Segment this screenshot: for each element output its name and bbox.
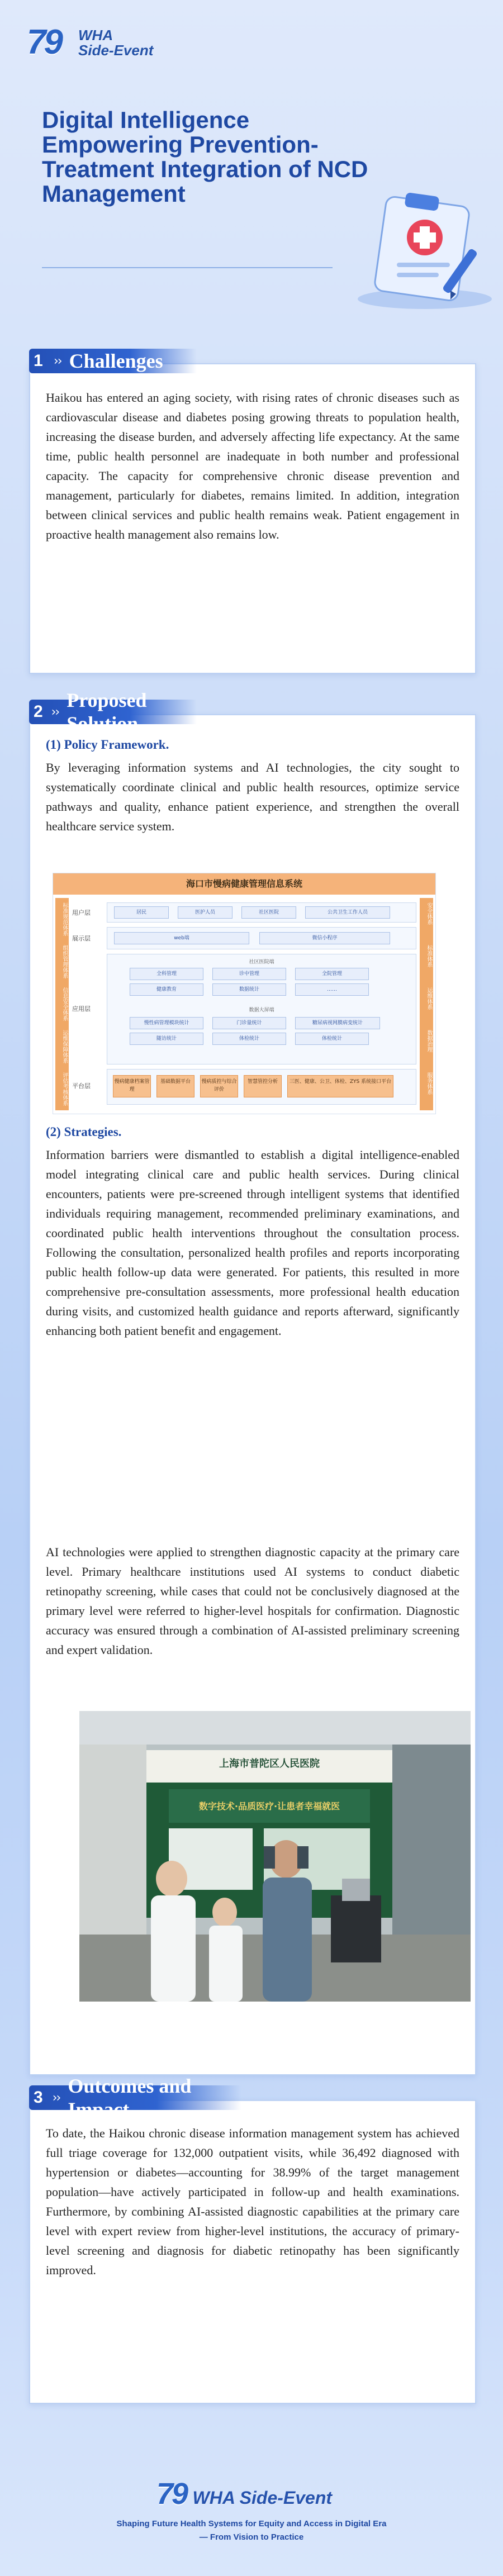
policy-heading: (1) Policy Framework. — [46, 738, 169, 752]
section-number: 2 — [34, 702, 43, 721]
strategies-heading: (2) Strategies. — [46, 1125, 122, 1139]
challenges-panel — [29, 350, 476, 674]
rail-label: 标准体系 — [426, 945, 432, 967]
photo-banner-title: 上海市普陀区人民医院 — [219, 1758, 320, 1770]
wha-logo — [27, 22, 154, 62]
layer-chip: 数据统计 — [212, 983, 286, 996]
layer-chip: 慢性病管理模块统计 — [130, 1017, 203, 1029]
section-heading: Challenges — [69, 350, 163, 372]
rail-label: 服务体系 — [426, 1072, 432, 1095]
logo-line-1: WHA — [78, 27, 113, 44]
application-layer — [107, 954, 416, 1064]
page-title: Digital Intelligence Empowering Prevention-Treatment Integration of NCD Management — [42, 107, 368, 207]
section-number: 3 — [34, 2088, 43, 2107]
footer-logo — [156, 2477, 332, 2511]
layer-chip: 全科管理 — [130, 968, 203, 980]
rail-label: 数据治理 — [426, 1030, 432, 1052]
diagram-left-rail — [55, 898, 69, 1110]
layer-chip: 体检统计 — [212, 1033, 286, 1045]
group-title: 社区医院端 — [249, 959, 274, 965]
rail-label: 标准规范体系 — [61, 902, 68, 936]
layer-chip: 居民 — [114, 906, 169, 919]
challenges-text: Haikou has entered an aging society, with rising rates of chronic diseases such as cardiovascular disease and diabetes posing growing threats to population health, increasing the disease burden, and adversely affecting life expectancy. At the same time, public health personnel are inadequate in both number and professional capacity. The capacity for comprehensive chronic disease prevention and management, particularly for diabetes, remains limited. In addition, integration between clinical services and public health remains weak. Patient engagement in proactive health management also remains low. — [46, 391, 459, 541]
layer-chip: 全院管理 — [295, 968, 369, 980]
section-heading: Outcomes and Impact — [68, 2075, 192, 2121]
layer-chip: 医护人员 — [178, 906, 232, 919]
policy-text: By leveraging information systems and AI technologies, the city sought to systematically coordinate clinical and public health resources, optimize service pathways and quality, enhance patient experience, and strengthen the overall healthcare service system. — [46, 761, 459, 833]
rail-label: 评估考核体系 — [61, 1072, 68, 1106]
outcomes-panel — [29, 2075, 476, 2404]
section-number: 1 — [34, 351, 43, 370]
event-photo — [79, 1711, 471, 2002]
system-architecture-diagram — [53, 873, 436, 1114]
footer-logo-number: 79 — [156, 2477, 187, 2511]
strategies-text: Information barriers were dismantled to establish a digital intelligence-enabled model integrating clinical care and public health services. During clinical encounters, patients were pre-screened through intelligent systems that identified individuals requiring management, recommended preliminary examinations, and coordinated public health interventions throughout the consultation process. Following the consultation, personalized health profiles and reports incorporating public health follow-up data were generated. For patients, this resulted in more comprehensive pre-consultation assessments, more professional health education during visits, and customized health guidance and reports afterward, significantly enhancing both patient benefit and engagement. — [46, 1148, 459, 1338]
layer-chip: 微信小程序 — [259, 932, 390, 944]
layer-chip: 诊中管理 — [212, 968, 286, 980]
title-divider — [42, 267, 333, 268]
footer-tagline-sub: — From Vision to Practice — [199, 2532, 304, 2542]
layer-chip: …… — [295, 983, 369, 996]
photo-banner-slogan: 数字技术·品质医疗·让患者幸福就医 — [198, 1801, 340, 1812]
solution-heading-bar — [29, 689, 197, 735]
group-title: 数据大屏端 — [249, 1007, 274, 1013]
layer-chip: 健康教育 — [130, 983, 203, 996]
rail-label: 组织管理体系 — [61, 945, 68, 978]
platform-chip: 慢病健康档案管理 — [113, 1075, 151, 1097]
rail-label: 运维体系 — [426, 987, 432, 1010]
challenges-heading-bar — [29, 349, 197, 373]
double-chevron-icon: ›› — [52, 2090, 60, 2105]
ai-application-text: AI technologies were applied to strengthen diagnostic capacity at the primary care level. Primary healthcare institutions used AI systems to conduct diabetic retinopathy screening, while cases that could not be conclusively diagnosed at the primary level were referred to higher-level hospitals for confirmation. Diagnostic accuracy was ensured through a combination of AI-assisted preliminary screening and expert validation. — [46, 1545, 459, 1657]
proposed-solution-panel — [29, 689, 476, 2075]
diagram-right-rail — [420, 898, 433, 1110]
outcomes-heading-bar — [29, 2075, 241, 2121]
platform-layer — [107, 1069, 416, 1105]
platform-chip: 三医、健康、公卫、体检、ZYS 系统接口平台 — [287, 1075, 393, 1097]
user-layer — [107, 902, 416, 923]
diagram-title: 海口市慢病健康管理信息系统 — [53, 873, 435, 895]
platform-chip: 基础数据平台 — [156, 1075, 194, 1097]
footer-tagline: Shaping Future Health Systems for Equity and Access in Digital Era — [116, 2519, 387, 2529]
layer-label: 平台层 — [72, 1082, 91, 1090]
logo-line-2: Side-Event — [78, 42, 154, 59]
layer-chip: 社区医院 — [241, 906, 296, 919]
layer-chip: 体检统计 — [295, 1033, 369, 1045]
rail-label: 运维保障体系 — [61, 1030, 68, 1063]
medical-clipboard-icon — [341, 184, 497, 313]
double-chevron-icon: ›› — [51, 705, 59, 719]
rail-label: 安全体系 — [426, 902, 432, 925]
layer-chip: 公共卫生工作人员 — [305, 906, 390, 919]
layer-chip: 糖尿病视网膜病变统计 — [295, 1017, 380, 1029]
layer-chip: web端 — [114, 932, 249, 944]
display-layer — [107, 927, 416, 949]
platform-chip: 智慧管控分析 — [244, 1075, 282, 1097]
layer-label: 用户层 — [72, 909, 91, 916]
rail-label: 信息安全体系 — [61, 987, 68, 1021]
footer-logo-text: WHA Side-Event — [192, 2488, 333, 2508]
layer-chip: 门诊量统计 — [212, 1017, 286, 1029]
layer-label: 应用层 — [72, 1005, 91, 1013]
platform-chip: 慢病质控与综合评价 — [200, 1075, 238, 1097]
section-heading: Proposed Solution — [67, 689, 147, 735]
layer-label: 展示层 — [72, 935, 91, 942]
outcomes-text: To date, the Haikou chronic disease information management system has achieved full triage coverage for 132,000 outpatient visits, while 36,492 diagnosed with hypertension or diabetes—accounting for 38.99% of the target management population—have actively participated in follow-up and health examinations. Furthermore, by combining AI-assisted diagnostic capabilities at the primary care level with expert review from higher-level institutions, the accuracy of primary-level screening and diagnosis for diabetic retinopathy has been significantly improved. — [46, 2126, 459, 2277]
logo-number: 79 — [27, 23, 61, 61]
double-chevron-icon: ›› — [54, 354, 61, 368]
event-photo-illustration — [79, 1711, 471, 2002]
layer-chip: 随访统计 — [130, 1033, 203, 1045]
